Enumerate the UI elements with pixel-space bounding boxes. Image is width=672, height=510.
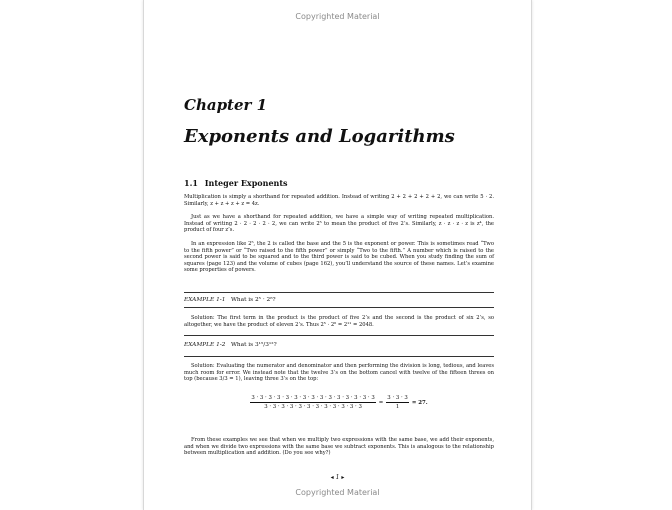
denominator-2: 1 — [395, 404, 400, 410]
example-1-label: EXAMPLE 1-1 — [184, 297, 226, 303]
example-1-question: What is 2⁵ · 2⁶? — [230, 297, 276, 303]
equation-result: = 27. — [411, 399, 428, 406]
example-rule — [184, 307, 494, 308]
example-2-question: What is 3¹⁵/3¹²? — [230, 342, 277, 348]
page-number-value: 1 — [335, 474, 340, 481]
page-number: ◂ 1 ▸ — [330, 474, 345, 481]
book-page — [143, 0, 532, 510]
example-rule — [184, 335, 494, 336]
equals-sign: = — [378, 399, 384, 406]
example-1-solution: Solution: The first term in the product is the product of five 2’s and the second is the product of six 2’s, so altogether, we have the product of eleven 2’s. Thus 2⁵ · 2⁶ = 2¹¹ = 2048. — [184, 315, 494, 328]
example-2-heading — [184, 342, 277, 348]
section-heading — [184, 178, 288, 188]
example-rule — [184, 356, 494, 357]
numerator-2: 3 · 3 · 3 — [387, 395, 408, 401]
fraction-15-over-12 — [250, 395, 375, 410]
final-paragraph: From these examples we see that when we multiply two expressions with the same base, we add their exponents, and when we divide two expressions with the same base we subtract exponents. This is analogous to the relationship between multiplication and addition. (Do you see why?) — [184, 437, 494, 456]
denominator: 3 · 3 · 3 · 3 · 3 · 3 · 3 · 3 · 3 · 3 · 3 · 3 — [264, 404, 362, 410]
fraction-3-over-1 — [386, 395, 409, 410]
copyright-header: Copyrighted Material — [295, 12, 380, 21]
chapter-label: Chapter 1 — [184, 96, 268, 114]
example-2-label: EXAMPLE 1-2 — [184, 342, 226, 348]
paragraph-2: Just as we have a shorthand for repeated addition, we have a simple way of writing repeated multiplication. Instead of writing 2 · 2 · 2 · 2 · 2, we can write 2⁵ to mean the product of five 2’s. Similarly, z · z · z · z is z⁴, the product of four z’s. — [184, 214, 494, 233]
numerator: 3 · 3 · 3 · 3 · 3 · 3 · 3 · 3 · 3 · 3 · 3 · 3 · 3 · 3 · 3 — [251, 395, 375, 401]
section-title: Integer Exponents — [204, 178, 288, 188]
example-rule — [184, 292, 494, 293]
cancellation-equation — [184, 395, 494, 410]
example-2-solution: Solution: Evaluating the numerator and denominator and then performing the division is long, tedious, and leaves much room for error. We instead note that the twelve 3’s on the bottom cancel with twelve of the fifteen threes on top (because 3/3 = 1), leaving three 3’s on the top: — [184, 363, 494, 382]
chapter-title: Exponents and Logarithms — [184, 126, 455, 147]
example-1-heading — [184, 297, 276, 303]
section-number: 1.1 — [184, 178, 198, 188]
copyright-footer: Copyrighted Material — [295, 488, 380, 497]
paragraph-1: Multiplication is simply a shorthand for repeated addition. Instead of writing 2 + 2 + 2 + 2 + 2, we can write 5 · 2. Similarly, z + z + z + z = 4z. — [184, 194, 494, 207]
paragraph-3: In an expression like 2⁵, the 2 is called the base and the 5 is the exponent or power. This is sometimes read “Two to the fifth power” or “Two raised to the fifth power” or simply “Two to the fifth.” A number which is raised to the second power is said to be squared and to the third power is said to be cubed. When you study finding the sum of squares (page 123) and the volume of cubes (page 162), you’ll understand the source of these names. Let’s examine some properties of powers. — [184, 241, 494, 273]
